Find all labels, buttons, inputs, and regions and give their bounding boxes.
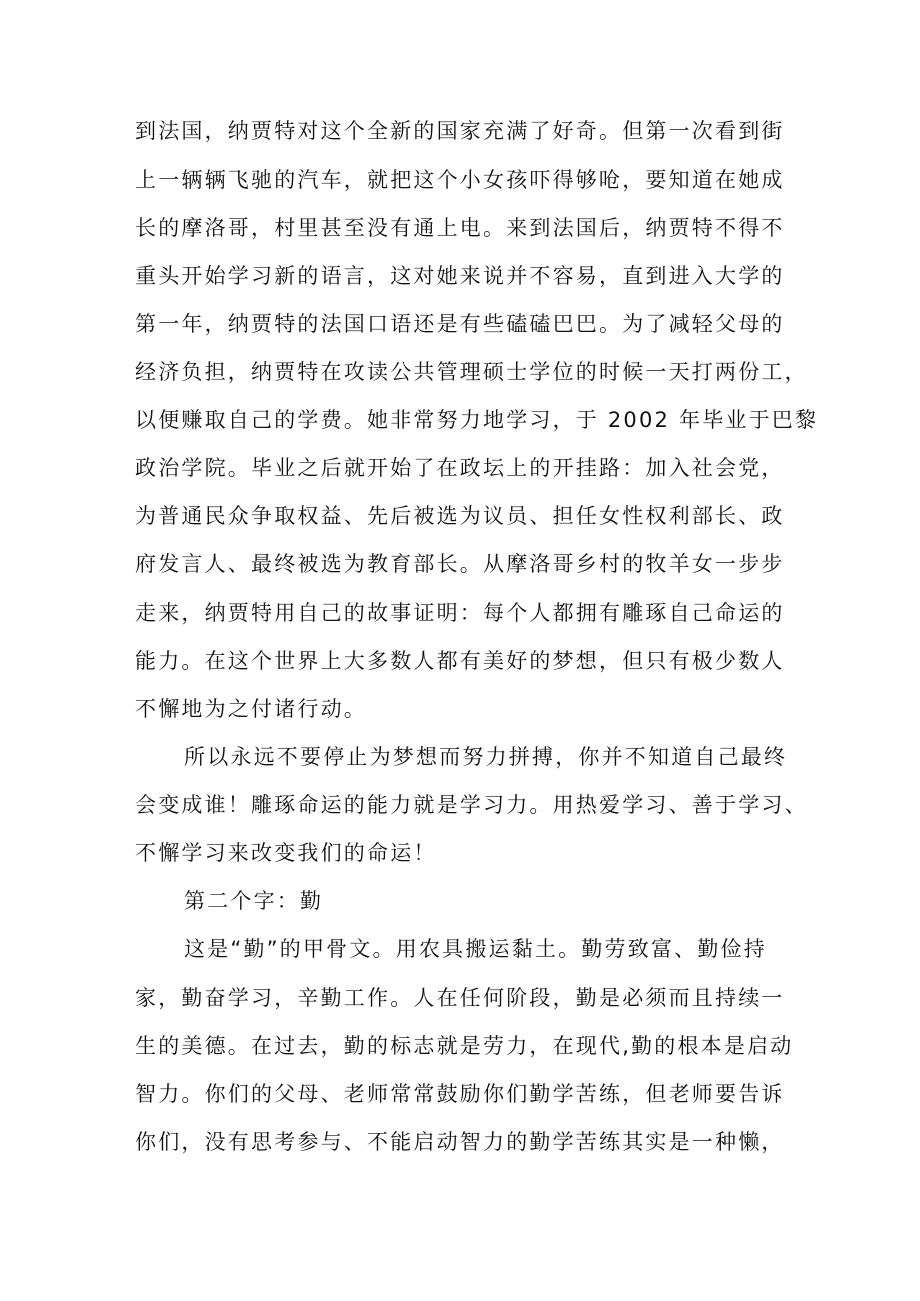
text-line: 会变成谁！雕琢命运的能力就是学习力。用热爱学习、善于学习、 — [135, 793, 808, 817]
paragraph-start-line: 所以永远不要停止为梦想而努力拼搏，你并不知道自己最终 — [184, 745, 788, 769]
text-line: 不懈学习来改变我们的命运！ — [135, 841, 437, 865]
text-line: 能力。在这个世界上大多数人都有美好的梦想，但只有极少数人 — [135, 649, 785, 673]
paragraph-start-line: 这是“勤”的甲骨文。用农具搬运黏土。勤劳致富、勤俭持 — [184, 937, 767, 961]
text-line: 重头开始学习新的语言，这对她来说并不容易，直到进入大学的 — [135, 264, 785, 288]
text-line: 府发言人、最终被选为教育部长。从摩洛哥乡村的牧羊女一步步 — [135, 552, 785, 576]
text-line: 智力。你们的父母、老师常常鼓励你们勤学苦练，但老师要告诉 — [135, 1082, 785, 1106]
text-line: 走来，纳贾特用自己的故事证明：每个人都拥有雕琢自己命运的 — [135, 601, 785, 625]
text-line: 你们，没有思考参与、不能启动智力的勤学苦练其实是一种懒， — [135, 1130, 785, 1154]
text-line: 上一辆辆飞驰的汽车，就把这个小女孩吓得够呛，要知道在她成 — [135, 168, 785, 192]
text-line: 第一年，纳贾特的法国口语还是有些磕磕巴巴。为了减轻父母的 — [135, 312, 785, 336]
text-line: 家，勤奋学习，辛勤工作。人在任何阶段，勤是必须而且持续一 — [135, 986, 785, 1010]
text-line: 到法国，纳贾特对这个全新的国家充满了好奇。但第一次看到街 — [135, 119, 785, 143]
text-line: 政治学院。毕业之后就开始了在政坛上的开挂路：加入社会党， — [135, 456, 785, 480]
text-line: 生的美德。在过去，勤的标志就是劳力，在现代,勤的根本是启动 — [135, 1034, 794, 1058]
text-line: 为普通民众争取权益、先后被选为议员、担任女性权利部长、政 — [135, 504, 785, 528]
text-line: 经济负担，纳贾特在攻读公共管理硕士学位的时候一天打两份工， — [135, 360, 808, 384]
text-line: 以便赚取自己的学费。她非常努力地学习，于 2002 年毕业于巴黎 — [135, 408, 819, 432]
text-line: 长的摩洛哥，村里甚至没有通上电。来到法国后，纳贾特不得不 — [135, 216, 785, 240]
section-heading: 第二个字：勤 — [184, 889, 324, 913]
text-line: 不懈地为之付诸行动。 — [135, 697, 367, 721]
